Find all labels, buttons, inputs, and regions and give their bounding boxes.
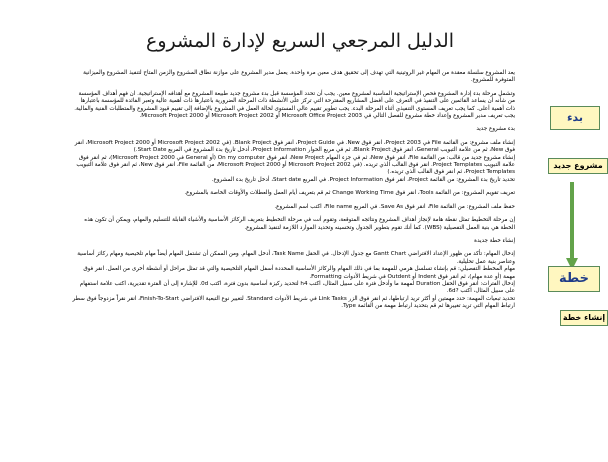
- start-item: تعريف تقويم المشروع: من القائمة Tools، انقر فوق Change Working Time ثم قم بتعريف أيام العمل والعطلات والأوقات الخاصة بالمشروع.: [184, 190, 515, 197]
- start-item: حفظ ملف المشروع: من القائمة File، انقر فوق Save As. في المربع File name، اكتب اسم المشروع.: [274, 203, 515, 210]
- page-title: الدليل المرجعي السريع لإدارة المشروع: [146, 30, 454, 52]
- tab-start-label: بدء: [566, 111, 584, 124]
- plan-item: إدخال الفترات: انقر فوق الحقل Duration لمهمة ما وأدخل فترة على سبيل المثال، اكتب h4 لتحديد ركيزة أساسية بدون فترة، اكتب 0d. للإشارة إلى أن الفترة تقديرية، اكتب علامة استفهام على سبيل المثال، اكتب ?6d.: [79, 280, 515, 295]
- start-item: إنشاء ملف مشروع: من القائمة File في Project 2003، انقر فوق New. في Project Guide، انقر فوق Blank Project. (في Microsoft Project 2002 أو Microsoft Project 2000، انقر فوق New، ثم من علامة التبويب General، انقر فوق Blank Project، ثم في مربع الحوار Project Information، أدخل تاريخ بدء المشروع في المربع Start Date.): [74, 139, 515, 154]
- tab-plan-create-label: إنشاء خطة: [562, 313, 606, 322]
- plan-item: إدخال المهام: تأكد من ظهور الإعداد الافتراضي Gantt Chart مع جدول الإدخال. في الحقل Task Name، أدخل المهام. ومن الممكن أن تشتمل المهام أيضاً مهام تلخيصية ومهام ركائز أساسية وعناصر بنية عمل تحليلية.: [77, 251, 515, 265]
- plan-item: مهام المخطط التفصيلي: قم بإنشاء تسلسل هرمي للمهمة بما في ذلك المهام والركائز الأساسية المحددة أسفل المهام التلخيصية والتي قد تمثل مراحل أو أنشطة أخرى من العمل. انقر فوق مهمة (أو عدة مهام)، ثم انقر فوق Indent أو Outdent في شريط الأدوات Formatting.: [83, 266, 515, 280]
- document-body: [70, 70, 515, 311]
- process-arrow-shaft: [570, 182, 574, 260]
- intro-paragraph: يعد المشروع سلسلة معقدة من المهام غير الروتينية التي تهدف إلى تحقيق هدف معين مرة واحدة. يعمل مدير المشروع على موازنة نطاق المشروع والزمن المتاح لتنفيذ المشروع والميزانية المتوفرة للمشروع.: [83, 70, 515, 84]
- plan-item: تحديد تبعيات المهمة: حدد مهمتين أو أكثر تريد ارتباطها، ثم انقر فوق الزر Link Tasks في شريط الأدوات Standard. لتغيير نوع التبعية الافتراضي Finish-To-Start، انقر نقراً مزدوجاً فوق سطر ارتباط المهام التي تريد تغييرها ثم قم بتحديد ارتباط مهمة من القائمة Type.: [72, 295, 515, 310]
- start-heading: بدء مشروع جديد: [476, 126, 515, 133]
- tab-plan-label: خطة: [559, 271, 589, 286]
- tab-plan-create: [560, 310, 608, 326]
- overview-paragraph: وتشمل مرحلة بدء إدارة المشروع فحص الإستراتيجية المناسبة لمشروع معين. يجب أن تحدد المؤسسة قبل بدء مشروع جديد طبيعة المشروع مع أهدافه الإستراتيجية. ان فهم أهداف المؤسسة من شأنه أن يساعد القائمين على التنفيذ في التعرف على أفضل المشاريع المقترحة التي تركز على الأنشطة ذات المرحلة الضرورية باعتبارها ذات أهمية عالية وتعبر الفائدة للمؤسسة باعتبارها ذات أهمية أعلى. كما يجب تعريف المستوى التنفيذي أثناء المرحلة البدء. يجب تطوير تقييم عالي المستوى لحالة العمل في المشروع بالإضافة إلى تقييم قيود المشروع والمتطلبات الفنية والمالية. يجب تعريف مدير المشروع وإعداد خطة مشروع للفصل التالي في Microsoft Office Project 2003 أو Microsoft Project 2002 أو Microsoft Project 2000.: [74, 90, 515, 120]
- plan-heading: إنشاء خطة جديدة: [474, 237, 515, 244]
- tab-new-project: [548, 158, 608, 174]
- plan-paragraph: إن مرحلة التخطيط تمثل نقطة هامة لإنجاز أهداف المشروع ونتائجه المتوقعة، وتقوم أنت في مرحلة التخطيط بتعريف الركائز الأساسية والأشياء القابلة للتسليم والمهام، ويمكن أن تكون هذه الخطة هي بنية العمل التفصيلية (WBS). كما أنك تقوم بتطوير الجدول وتحسينه وتحديد الموارد اللازمة لتنفيذ المشروع.: [84, 217, 515, 231]
- tab-start: [550, 106, 600, 130]
- start-item: إنشاء مشروع جديد من قالب: من القائمة File، انقر فوق New، ثم في جزء المهام New Project، انقر فوق On my computer (أو General في Microsoft Project 2000)، ثم انقر فوق علامة التبويب Project Templates. انقر فوق القالب الذي تريده. (في Microsoft Project 2002 أو Microsoft Project 2000، من القائمة File، انقر فوق New، ثم انقر فوق علامة التبويب Project Templates، ثم انقر فوق القالب الذي تريده.): [76, 154, 515, 176]
- tab-new-project-label: مشروع جديد: [553, 161, 603, 170]
- tab-plan: [548, 266, 600, 292]
- start-item: تحديد تاريخ بدء المشروع: من القائمة Project، انقر فوق Project Information. في المربع Start date، أدخل تاريخ بدء المشروع.: [211, 176, 515, 183]
